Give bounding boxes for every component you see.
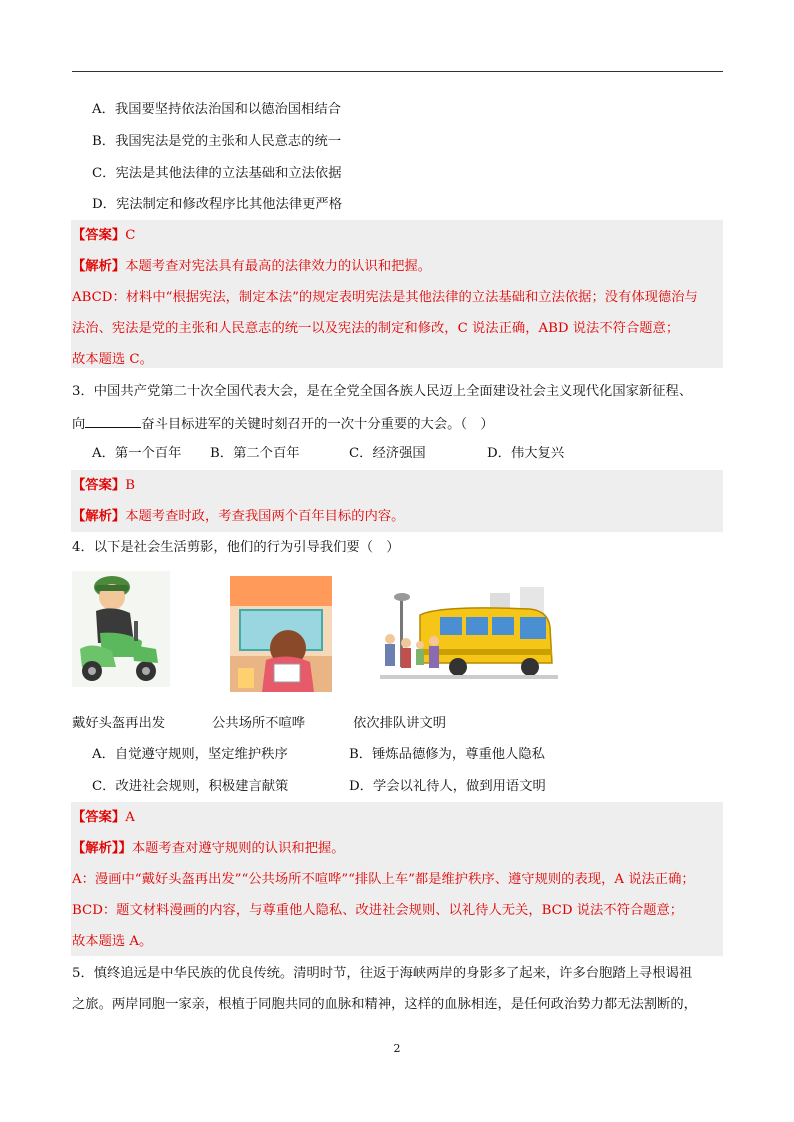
analysis-label: 【解析】	[72, 259, 126, 274]
q4-analysis-line-2: BCD：题文材料漫画的内容，与尊重他人隐私、改进社会规则、以礼待人无关，BCD 说法不符合题意；	[72, 903, 684, 918]
analysis-text: 本题考查时政，考查我国两个百年目标的内容。	[125, 509, 405, 524]
q2-analysis-heading	[72, 257, 732, 277]
q2-option-c: C．宪法是其他法律的立法基础和立法依据	[92, 166, 342, 181]
quiet-public-place-illustration	[230, 576, 332, 692]
q4-option-d: D．学会以礼待人，做到用语文明	[349, 779, 546, 794]
answer-label: 【答案】	[72, 228, 126, 243]
q3-stem-line-1: 3．中国共产党第二十次全国代表大会，是在全党全国各族人民迈上全面建设社会主义现代化国家新征程、	[72, 384, 693, 399]
analysis-label: 【解析】】	[72, 841, 132, 856]
page-number: 2	[393, 1042, 401, 1055]
analysis-label: 【解析】	[72, 509, 126, 524]
q4-option-a: A．自觉遵守规则，坚定维护秩序	[92, 747, 288, 762]
q5-stem-line-1: 5．慎终追远是中华民族的优良传统。清明时节，往返于海峡两岸的身影多了起来，许多台胞踏上寻根谒祖	[72, 966, 693, 981]
caption-queue: 依次排队讲文明	[353, 716, 447, 731]
helmet-rider-illustration	[72, 571, 170, 687]
q4-option-c: C．改进社会规则，积极建言献策	[92, 779, 289, 794]
q3-option-a: A．第一个百年	[92, 446, 182, 461]
queue-bus-illustration	[380, 587, 558, 687]
answer-label: 【答案】	[72, 810, 126, 825]
q4-analysis-line-3: 故本题选 A。	[72, 934, 153, 949]
q3-stem-post: 奋斗目标进军的关键时刻召开的一次十分重要的大会。（ ）	[141, 417, 494, 432]
q4-analysis-line-1: A：漫画中“戴好头盔再出发”“公共场所不喧哗”“排队上车”都是维护秩序、遵守规则的表现，A 说法正确；	[72, 872, 695, 887]
q3-answer	[72, 476, 732, 496]
fill-blank	[85, 413, 141, 428]
q4-option-b: B．锤炼品德修为，尊重他人隐私	[349, 747, 545, 762]
caption-quiet: 公共场所不喧哗	[212, 716, 306, 731]
q4-answer	[72, 808, 732, 828]
q3-option-b: B．第二个百年	[210, 446, 300, 461]
q4-stem: 4．以下是社会生活剪影，他们的行为引导我们要（ ）	[72, 540, 400, 555]
q3-option-c: C．经济强国	[349, 446, 426, 461]
q3-analysis	[72, 507, 732, 527]
q2-analysis-line-1: ABCD：材料中“根据宪法，制定本法”的规定表明宪法是其他法律的立法基础和立法依据；没有体现德治与	[72, 290, 698, 305]
header-rule	[72, 71, 723, 72]
q2-answer	[72, 226, 732, 246]
analysis-text: 本题考查对遵守规则的认识和把握。	[131, 841, 345, 856]
q4-analysis-heading	[72, 839, 732, 859]
answer-value: B	[125, 478, 135, 493]
answer-value: A	[125, 810, 135, 825]
q3-option-d: D．伟大复兴	[487, 446, 565, 461]
q2-analysis-line-3: 故本题选 C。	[72, 352, 153, 367]
q5-stem-line-2: 之旅。两岸同胞一家亲，根植于同胞共同的血脉和精神，这样的血脉相连，是任何政治势力都无法割断的，	[72, 997, 697, 1012]
q2-option-b: B．我国宪法是党的主张和人民意志的统一	[92, 134, 342, 149]
q2-analysis-line-2: 法治、宪法是党的主张和人民意志的统一以及宪法的制定和修改，C 说法正确，ABD 说法不符合题意；	[72, 321, 680, 336]
quiet-reading-icon	[230, 576, 332, 692]
bus-queue-icon	[380, 587, 558, 687]
q3-stem-line-2	[72, 413, 732, 435]
helmet-rider-icon	[72, 571, 170, 687]
analysis-text: 本题考查对宪法具有最高的法律效力的认识和把握。	[125, 259, 432, 274]
answer-value: C	[125, 228, 136, 243]
answer-label: 【答案】	[72, 478, 126, 493]
q3-stem-pre: 向	[72, 417, 86, 432]
caption-helmet: 戴好头盔再出发	[72, 716, 166, 731]
q2-option-a: A．我国要坚持依法治国和以德治国相结合	[92, 102, 341, 117]
q2-option-d: D．宪法制定和修改程序比其他法律更严格	[92, 197, 343, 212]
